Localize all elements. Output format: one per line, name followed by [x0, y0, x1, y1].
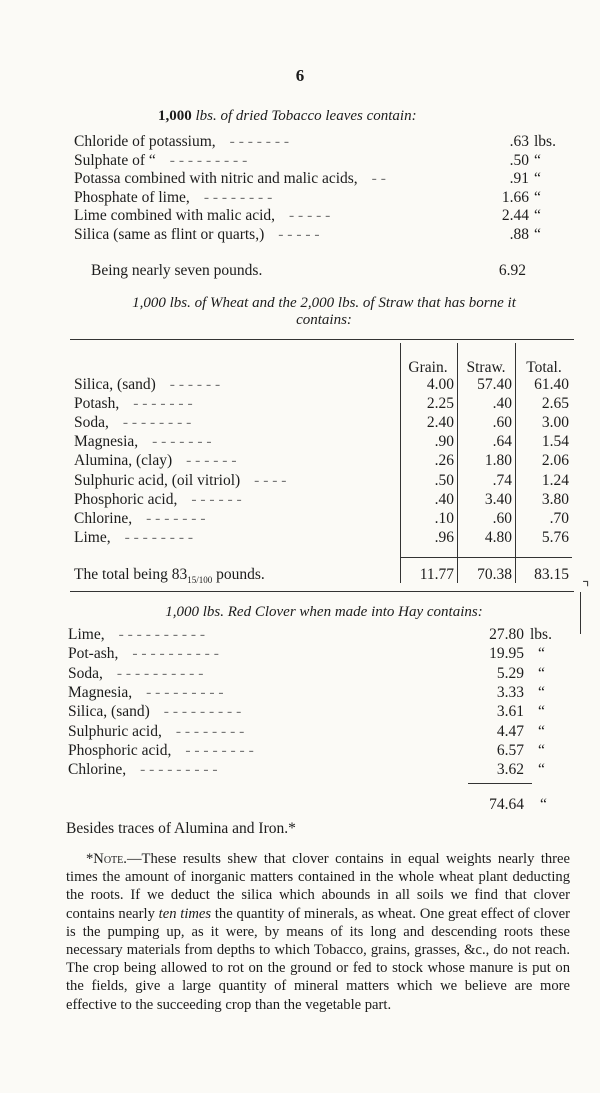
clover-row-value: 3.61 [496, 703, 524, 721]
tobacco-row-value: .91 [509, 170, 529, 188]
tobacco-row-name: Potassa combined with nitric and malic acids, [74, 170, 358, 188]
leader-dots: - - - - - - - [133, 395, 193, 413]
wheat-row-grain: .10 [434, 509, 454, 527]
clover-row-unit: “ [538, 741, 545, 759]
wheat-row-straw: 1.80 [484, 452, 512, 470]
leader-dots: - - - - - - - [146, 509, 206, 527]
wheat-row [74, 452, 574, 470]
wheat-heading-line2: contains: [296, 312, 352, 328]
footnote [66, 850, 570, 1014]
wheat-row-total: 61.40 [534, 376, 569, 393]
wheat-row-straw: .40 [492, 395, 512, 413]
wheat-row-name: Alumina, (clay) [74, 452, 173, 470]
col-header-grain: Grain. [408, 359, 448, 376]
wheat-top-rule [70, 339, 574, 340]
tobacco-row-name: Sulphate of “ [74, 151, 156, 169]
clover-row-unit: “ [538, 761, 545, 779]
wheat-row-name: Lime, [74, 528, 111, 546]
wheat-row-name: Sulphuric acid, (oil vitriol) [74, 471, 241, 489]
clover-row-unit: lbs. [530, 626, 552, 643]
page-number: 6 [295, 66, 305, 85]
tobacco-row [74, 133, 574, 151]
tobacco-row [74, 226, 574, 244]
wheat-row-straw: 3.40 [484, 490, 512, 508]
clover-row-name: Soda, [68, 664, 103, 682]
tobacco-row-name: Lime combined with malic acid, [74, 207, 276, 225]
wheat-row-total: 3.80 [541, 490, 569, 508]
clover-row-name: Phosphoric acid, [68, 741, 172, 759]
clover-row [68, 761, 568, 779]
wheat-row [74, 510, 574, 528]
leader-dots: - - - - - - - - [185, 741, 254, 759]
tobacco-row-name: Silica (same as flint or quarts,) [74, 226, 265, 243]
wheat-heading [74, 295, 574, 329]
tobacco-row-unit: “ [534, 151, 541, 169]
wheat-row-grain: .90 [434, 433, 454, 451]
tobacco-heading [158, 108, 417, 125]
wheat-total-frac-den: 100 [198, 575, 213, 586]
clover-row [68, 684, 568, 702]
clover-row-value: 3.62 [496, 761, 524, 779]
wheat-row [74, 529, 574, 547]
tobacco-total-value: 6.92 [498, 262, 526, 279]
leader-dots: - - - - - [278, 226, 320, 243]
wheat-row-total: 2.06 [541, 452, 569, 470]
leader-dots: - - - - - - [191, 490, 242, 508]
tobacco-row [74, 189, 574, 207]
clover-total-row [74, 796, 574, 814]
clover-row-name: Chlorine, [68, 761, 127, 779]
wheat-row-name: Potash, [74, 395, 120, 413]
tobacco-row-value: .63 [509, 133, 529, 150]
wheat-row-grain: .40 [434, 490, 454, 508]
wheat-row-straw: .74 [492, 471, 512, 489]
clover-row-value: 19.95 [489, 645, 524, 663]
tobacco-heading-number: 1,000 [158, 108, 192, 124]
wheat-row-straw: 4.80 [484, 528, 512, 546]
leader-dots: - - - - - - - - - - [118, 626, 206, 643]
clover-row [68, 645, 568, 663]
leader-dots: - - - - - - - - - [140, 761, 218, 779]
clover-row-unit: “ [538, 645, 545, 663]
col-header-straw: Straw. [466, 359, 506, 376]
wheat-row-total: 1.24 [541, 471, 569, 489]
note-label: *Note. [86, 851, 127, 867]
clover-row-unit: “ [538, 722, 545, 740]
clover-traces-text: Besides traces of Alumina and Iron.* [66, 820, 296, 837]
wheat-row-grain: 2.40 [426, 414, 454, 432]
clover-row-name: Pot-ash, [68, 645, 119, 663]
wheat-row-name: Chlorine, [74, 509, 133, 527]
wheat-row-straw: .60 [492, 414, 512, 432]
wheat-row-straw: .60 [492, 509, 512, 527]
clover-row-value: 6.57 [496, 741, 524, 759]
tobacco-row-name: Phosphate of lime, [74, 188, 190, 206]
leader-dots: - - - - - - - [229, 133, 290, 150]
tobacco-row [74, 152, 574, 170]
tobacco-row-value: 1.66 [501, 188, 529, 206]
clover-row-name: Sulphuric acid, [68, 722, 162, 740]
clover-row-unit: “ [538, 683, 545, 701]
leader-dots: - - - - - - - - - - [116, 664, 204, 682]
wheat-row-name: Magnesia, [74, 433, 139, 451]
tobacco-heading-text: lbs. of dried Tobacco leaves contain: [195, 108, 417, 124]
tobacco-row-unit: “ [534, 170, 541, 188]
wheat-row [74, 472, 574, 490]
wheat-row-grain: .26 [434, 452, 454, 470]
clover-total-value: 74.64 [489, 796, 524, 813]
wheat-row-total: 2.65 [541, 395, 569, 413]
wheat-total-straw: 70.38 [477, 566, 512, 583]
leader-dots: - - - - - - - - - - [132, 645, 219, 663]
col-header-total: Total. [526, 359, 562, 376]
wheat-heading-line1: 1,000 lbs. of Wheat and the 2,000 lbs. of Straw that has borne it [132, 295, 516, 311]
leader-dots: - - - - [254, 471, 287, 489]
clover-row-unit: “ [538, 703, 545, 721]
clover-row-name: Magnesia, [68, 683, 133, 701]
margin-mark: ⌝ [582, 580, 590, 597]
tobacco-row-name: Chloride of potassium, [74, 133, 216, 150]
wheat-row [74, 414, 574, 432]
wheat-row [74, 376, 574, 394]
leader-dots: - - - - - - - - [175, 722, 245, 740]
tobacco-total-row [74, 262, 574, 280]
leader-dots: - - - - - - - - - [163, 703, 242, 721]
leader-dots: - - - - - - - - [203, 188, 273, 206]
clover-heading: 1,000 lbs. Red Clover when made into Hay contains: [165, 604, 483, 620]
clover-row-unit: “ [538, 664, 545, 682]
leader-dots: - - - - - - - - - [169, 151, 248, 169]
clover-row-name: Lime, [68, 626, 105, 643]
wheat-row-grain: 4.00 [426, 376, 454, 393]
clover-traces [66, 820, 566, 838]
clover-row-name: Silica, (sand) [68, 703, 150, 721]
wheat-total-label-a: The total being 83 [74, 566, 188, 583]
wheat-total-row [74, 566, 574, 584]
wheat-total-label-b: pounds. [216, 566, 265, 583]
wheat-row-straw: .64 [492, 433, 512, 451]
clover-row [68, 723, 568, 741]
leader-dots: - - - - - - - - - [146, 683, 224, 701]
leader-dots: - - - - - - - [152, 433, 212, 451]
wheat-row-total: 3.00 [541, 414, 569, 432]
note-text-2: the quantity of minerals, as wheat. One great effect of clover is the pumping up, as it were, by means of its long and descending roots these necessary materials from depths to which Tobacco, grains, grasses, &c., do not reach. The crop being allowed to rot on the ground or fed to stock whose manure is put on the fields, give a large quantity of mineral matters which we believe are more effective to the succeeding crop than the vegetable part. [66, 905, 570, 1013]
clover-row [68, 626, 568, 644]
leader-dots: - - - - - - - - [122, 414, 192, 432]
clover-row [68, 742, 568, 760]
wheat-sum-rule [400, 557, 572, 558]
tobacco-row-unit: “ [534, 207, 541, 225]
clover-row-value: 5.29 [496, 664, 524, 682]
margin-line [580, 592, 581, 634]
tobacco-total-label: Being nearly seven pounds. [91, 262, 263, 279]
wheat-total-label: The total being $83_{15/100}$ pounds. [74, 566, 265, 586]
leader-dots: - - - - - - - - [124, 528, 194, 546]
note-emphasis: ten times [158, 905, 212, 922]
clover-row-value: 4.47 [496, 722, 524, 740]
leader-dots: - - - - - - [186, 452, 237, 470]
tobacco-row-value: 2.44 [501, 207, 529, 225]
wheat-row-grain: .96 [434, 528, 454, 546]
tobacco-row-unit: “ [534, 226, 541, 243]
wheat-total-frac-num: 15 [187, 575, 197, 586]
tobacco-row [74, 207, 574, 225]
clover-row-value: 27.80 [489, 626, 524, 643]
clover-row [68, 703, 568, 721]
wheat-row [74, 395, 574, 413]
tobacco-row-unit: “ [534, 188, 541, 206]
clover-row-value: 3.33 [496, 683, 524, 701]
wheat-row [74, 491, 574, 509]
wheat-row-name: Soda, [74, 414, 109, 432]
wheat-row [74, 433, 574, 451]
wheat-row-grain: 2.25 [426, 395, 454, 413]
leader-dots: - - [371, 170, 386, 188]
tobacco-row [74, 170, 574, 188]
clover-sum-rule [468, 783, 532, 784]
wheat-row-total: .70 [549, 509, 569, 527]
leader-dots: - - - - - [289, 207, 331, 225]
clover-row [68, 665, 568, 683]
wheat-row-grain: .50 [434, 471, 454, 489]
tobacco-row-unit: lbs. [534, 133, 556, 150]
tobacco-row-value: .50 [509, 151, 529, 169]
wheat-row-total: 5.76 [541, 528, 569, 546]
wheat-row-name: Silica, (sand) [74, 376, 156, 393]
leader-dots: - - - - - - [169, 376, 221, 393]
wheat-total-total: 83.15 [534, 566, 569, 583]
wheat-bottom-rule [70, 591, 574, 592]
wheat-total-grain: 11.77 [419, 566, 454, 583]
wheat-row-straw: 57.40 [477, 376, 512, 393]
wheat-row-name: Phosphoric acid, [74, 490, 178, 508]
note-text-1: —These results shew that clover contains in equal weights nearly three times the amount of inorganic matters contained in the whole wheat plant deducting the roots. If we deduct the silica which abounds in all soils we find that clover contains nearly [66, 851, 570, 922]
tobacco-row-value: .88 [509, 226, 529, 243]
wheat-row-total: 1.54 [541, 433, 569, 451]
clover-total-unit: “ [540, 796, 547, 813]
